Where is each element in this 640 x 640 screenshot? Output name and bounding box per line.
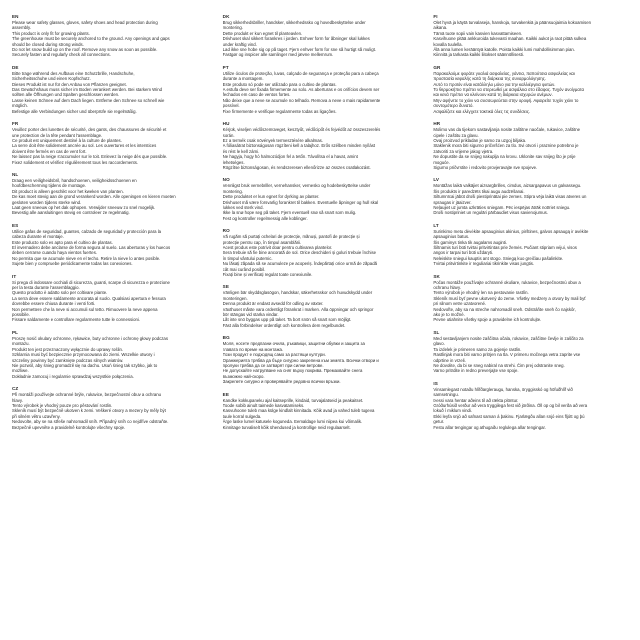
instruction-line: Þessi vara hentar aðeins til að rækta plöntur. xyxy=(433,397,519,403)
instruction-line: Bitte trage während des Aufbaus eine Schutzbrille, Handschuhe, xyxy=(12,70,135,76)
instruction-line: Ce produit est uniquement destiné à la culture de plantes. xyxy=(12,137,122,143)
instruction-line: La serra deve essere saldamente ancorata al suolo. Qualsiasi apertura e fessura xyxy=(12,295,166,301)
instruction-line: Fastgør og inspicer alle samlinger med jævne mellemrum. xyxy=(222,52,334,58)
instruction-line: getur. xyxy=(433,419,445,425)
instruction-line: A fóliasátrat biztonságosan rögzíteni kell a talajhoz. Erős szélben minden nyílást xyxy=(222,143,376,149)
instruction-line: möglich. xyxy=(12,103,29,109)
instruction-line: Παρακαλούμε φοράτε γυαλιά ασφαλείας, γάντια, παπούτσια ασφαλείας και xyxy=(433,70,575,76)
instruction-line: Fissare saldamente e controllare regolarmente tutte le connessioni. xyxy=(12,317,141,323)
instruction-line: Tento výrobok je vhodný len na pestovanie rastlín. xyxy=(433,290,529,296)
instruction-line: în timpul vântului puternic. xyxy=(222,255,273,261)
language-code: NO xyxy=(222,177,230,183)
instruction-line: This product is only fit for growing plants. xyxy=(12,30,90,36)
language-block xyxy=(12,65,211,114)
language-block xyxy=(223,335,422,384)
language-block xyxy=(12,121,211,165)
instruction-line: Ne hagyja, hogy hó halmozódjon fel a tetőn. Távolítsa el a havat, amint xyxy=(222,154,358,160)
instruction-line: Tento výrobek je vhodný pouze pro pěstování rostlin. xyxy=(12,402,113,408)
language-block xyxy=(433,330,632,374)
instruction-line: során. xyxy=(222,132,235,138)
instruction-line: Dit product is alleen geschikt voor het kweken van planten. xyxy=(12,188,124,194)
instruction-line: Staklenik mora biti sigurno pričvršćen za tlo. Svi otvori i praznine potrebno je xyxy=(433,143,579,149)
language-block xyxy=(12,330,211,379)
instruction-line: και κενά πρέπει να κλείνουν κατά τη διάρκεια ισχυρών ανέμων. xyxy=(433,92,553,98)
instruction-line: Не допускайте натрупване на сняг върху покрива. Премахвайте снега xyxy=(222,368,363,374)
instruction-line: Ne dovolite, da bi se sneg nabiral na strehi. Čim prej odstranite sneg. xyxy=(433,362,565,368)
instruction-line: bör stängas vid starka vindar. xyxy=(222,312,279,318)
instruction-line: El invernadero debe anclarse de forma segura al suelo. Las aberturas y los huecos xyxy=(12,245,171,250)
language-code: NL xyxy=(12,171,19,177)
column-right xyxy=(433,14,632,634)
language-code: SL xyxy=(433,329,440,335)
instruction-line: durante a montagem. xyxy=(222,76,264,82)
instruction-line: monteringen. xyxy=(222,295,248,301)
instruction-line: Nie pozwól, aby śnieg gromadził się na dachu. Usuń śnieg tak szybko, jak to xyxy=(12,362,158,368)
instruction-line: une protection de la tête pendant l'assemblage. xyxy=(12,132,103,138)
instruction-line: montażu. xyxy=(12,341,30,347)
instruction-line: Låt inte snö byggas upp på taket. Ta bort snön så snart som möjligt. xyxy=(222,317,352,323)
instruction-line: Vänligen bär skyddsglasögon, handskar, säkerhetsskor och huvudskydd under xyxy=(222,290,373,296)
instruction-line: προστασία κεφαλής κατά τη διάρκεια της συναρμολόγησης. xyxy=(433,76,547,82)
instruction-line: Älä anna lumen kerääntyä katolle. Poista kaikki lumi mahdollisimman pian. xyxy=(433,47,575,53)
instruction-line: Brug sikkerhedsbriller, handsker, sikkerhedssko og hovedbeskyttelse under xyxy=(222,20,366,25)
instruction-line: Non permettere che la neve si accumuli sul tetto. Rimuovere la neve appena xyxy=(12,306,158,312)
instruction-line: Sigurno pričvrstite i redovito provjeravajte sve spojeve. xyxy=(433,164,538,170)
instruction-line: cabeza durante el montaje. xyxy=(12,234,64,240)
instruction-line: Toode sobib ainult taimede kasvatamiseks. xyxy=(222,402,305,408)
language-code: LT xyxy=(433,222,439,228)
language-code: SK xyxy=(433,273,440,279)
language-block xyxy=(433,177,632,215)
instruction-line: Do not let snow build up on the roof. Remove any snow as soon as possible. xyxy=(12,47,158,53)
instruction-line: Gróðurhúsið verður að vera tryggilega fest við jörðina. Öll op og bil verða að vera xyxy=(433,402,588,408)
instruction-line: zatvoriti za vrijeme jakog vjetra. xyxy=(433,148,494,154)
language-block xyxy=(433,121,632,170)
language-block xyxy=(223,65,422,114)
instruction-line: lehetséges. xyxy=(222,159,245,165)
instruction-line: Ta izdelek je primeren samo za gojenje rastlin. xyxy=(433,346,522,352)
instruction-line: Varno pritrdite in redno preverjajte vse spoje. xyxy=(433,368,519,374)
instruction-line: Αυτό το προϊόν είναι κατάλληλο μόνο για την καλλιέργεια φυτών. xyxy=(433,81,556,87)
instruction-line: Закрепете сигурно и проверявайте редовно всички връзки. xyxy=(222,379,341,385)
instruction-line: Tämä tuote sopii vain kasvien kasvattamiseen. xyxy=(433,30,523,36)
instruction-line: Vinsamlegast notaðu hlífðargleraugu, hanska, öryggisskó og höfuðhlíf við xyxy=(433,386,573,392)
instruction-line: ako je to možné. xyxy=(433,312,465,318)
instruction-line: Το θερμοκήπιο πρέπει να στερεωθεί με ασφάλεια στο έδαφος. Τυχόν ανοίγματα xyxy=(433,87,584,93)
instruction-line: Skleník musí byť pevne ukotvený do zeme. Všetky medzery a otvory by mali byť xyxy=(433,295,586,301)
instruction-line: hoofdbescherming tijdens de montage. xyxy=(12,183,87,189)
language-code: GR xyxy=(433,64,441,70)
instruction-line: Fest og kontroller regelmessig alle koblinger. xyxy=(222,215,308,221)
instruction-line: Dokładnie zamocuj i regularnie sprawdzaj wszystkie połączenia. xyxy=(12,373,134,379)
instruction-line: tuule korral sulgeda. xyxy=(222,413,262,419)
instruction-line: Si prega di indossare occhiali di sicurezza, guanti, scarpe di sicurezza e protezione xyxy=(12,279,170,285)
instruction-line: gesloten worden tijdens sterke wind. xyxy=(12,199,82,205)
instruction-line: Denna produkt är endast avsedd för odling av växter. xyxy=(222,301,324,307)
instruction-line: assembly. xyxy=(12,25,32,31)
instruction-line: Neleiskite sniegui kauptis ant stogo. Sniegą kuo greičiau pašalinkite. xyxy=(433,255,564,261)
instruction-line: The greenhouse must be securely anchored to the ground. Any openings and gaps xyxy=(12,36,170,42)
instruction-line: moguće. xyxy=(433,159,450,165)
instruction-line: Fäst alla förbindelser ordentligt och kontrollera dem regelbundet. xyxy=(222,322,346,328)
language-block xyxy=(223,14,422,58)
instruction-line: Drivhuset må være forsvarlig forankret til bakken. Eventuelle åpninger og hull skal xyxy=(222,199,379,205)
instruction-line: Tvirtai pritvirtinkite ir reguliariai tikrinkite visas jungtis. xyxy=(433,261,535,267)
instruction-line: Rögzítse biztonságosan, és rendszeresen ellenőrizze az összes csatlakozást. xyxy=(222,164,371,170)
instruction-line: ochranu hlavy. xyxy=(433,285,461,291)
safety-instructions-page xyxy=(12,14,632,634)
instruction-line: Lasse keinen Schnee auf dem Dach liegen. Entferne den Schnee so schnell wie xyxy=(12,97,165,103)
instruction-line: Ne dopustite da se snijeg nakuplja na krovu. Uklonite sav snijeg što je prije xyxy=(433,154,576,160)
instruction-line: Nedovolte, aby se na střeše nahromadil sníh. Případný sníh co nejdříve odstraňte. xyxy=(12,419,169,425)
language-block xyxy=(223,177,422,221)
instruction-line: Kasvihuone pitää ankkuroida tukevasti maahan. Kaikki aukot ja raot pitää sulkea xyxy=(433,36,587,42)
instruction-line: No permita que se acumule nieve en el techo. Retire la nieve lo antes posible. xyxy=(12,255,161,261)
instruction-line: possibile. xyxy=(12,312,30,318)
instruction-line: Não deixe que a neve se acumule no telhado. Remova a neve o mais rapidamente xyxy=(222,97,381,103)
instruction-line: Molimo vas da tijekom sastavljanja nosite zaštitne naočale, rukavice, zaštitne xyxy=(433,127,580,133)
instruction-line: odprtine in vrzeli. xyxy=(433,357,466,363)
instruction-line: Kinnitage turvaliselt kõik ühendused ja kontrollige neid regulaarselt. xyxy=(222,424,351,430)
instruction-line: Моля, носете предпазни очила, ръкавици, защитни обувки и защита за xyxy=(222,341,365,347)
instruction-line: Laat geen sneeuw op het dak ophopen. Verwijder sneeuw zo snel mogelijk. xyxy=(12,204,156,210)
instruction-line: should be closed during strong winds. xyxy=(12,41,84,47)
language-block xyxy=(223,284,422,328)
language-block xyxy=(433,223,632,267)
instruction-line: Kiinnitä ja tarkasta kaikki liitokset säännöllisesti. xyxy=(433,52,525,58)
language-code: IS xyxy=(433,380,438,386)
language-code: PT xyxy=(222,64,229,70)
column-left xyxy=(12,14,211,634)
instruction-line: Nu lăsați zăpada să se acumuleze pe acoperiș. Îndepărtați orice urmă de zăpadă xyxy=(222,261,377,267)
language-code: EE xyxy=(222,391,229,397)
instruction-line: Ärge laske lumel katusele koguneda. Eemaldage lumi niipea kui võimalik. xyxy=(222,419,363,425)
instruction-line: Lad ikke sne hobe sig op på taget. Fjern enhver form for sne så hurtigt så muligt. xyxy=(222,47,377,53)
instruction-line: apsauginius batus. xyxy=(433,234,470,240)
instruction-line: dovrebbe essere chiusa durante i venti forti. xyxy=(12,301,96,307)
language-code: HU xyxy=(222,121,230,127)
instruction-line: fechados em caso de ventos fortes. xyxy=(222,92,291,98)
language-code: HR xyxy=(433,121,441,127)
language-code: CZ xyxy=(12,386,19,392)
language-code: ES xyxy=(12,222,19,228)
instruction-line: Този продукт е подходящ само за растящи култури. xyxy=(222,352,326,358)
instruction-line: Při montáži používejte ochranné brýle, rukavice, bezpečnostní obuv a ochranu xyxy=(12,392,162,398)
language-block xyxy=(12,223,211,267)
instruction-line: cipele i zaštitu za glavu. xyxy=(433,132,479,138)
instruction-line: under kraftig vind. xyxy=(222,41,257,47)
instruction-line: Rastlinjak mora biti varno pritrjen na tla. V primeru močnega vetra zaprite vse xyxy=(433,352,581,358)
language-block xyxy=(12,14,211,58)
instruction-line: Das Gewächshaus muss sicher im Boden verankert werden. Bei starkem Wind xyxy=(12,87,162,93)
instruction-line: Kasvuhoone tuleb maa külge kindlalt kinnitada. Kõik avad ja vahed tuleb tugeva xyxy=(222,408,375,414)
instruction-line: Ez a termék csak növények termesztésére alkalmas. xyxy=(222,137,323,143)
language-block xyxy=(223,121,422,170)
instruction-line: sollten alle Öffnungen und Spalten geschlossen werden. xyxy=(12,92,120,98)
instruction-line: Szklarnia musi być bezpiecznie przymocowana do ziemi. Wszelkie otwory i xyxy=(12,352,155,358)
instruction-line: Sujete bien y compruebe periódicamente todas las conexiones. xyxy=(12,261,133,267)
instruction-line: Festu allar tengingar og athugaðu reglulega allar tengingar. xyxy=(433,424,546,430)
language-code: PL xyxy=(12,329,19,335)
instruction-line: Proszę nosić okulary ochronne, rękawice, buty ochronne i ochronę głowy podczas xyxy=(12,335,168,341)
instruction-line: doivent être fermés en cas de vent fort. xyxy=(12,148,87,154)
language-code: EN xyxy=(12,14,19,19)
language-code: SE xyxy=(222,284,229,290)
language-code: FI xyxy=(433,14,438,19)
instruction-line: montering. xyxy=(222,25,243,31)
instruction-line: spraugas ir jāaizver. xyxy=(433,199,472,205)
instruction-line: montering. xyxy=(222,188,243,194)
instruction-line: lokuð í miklum vindi. xyxy=(433,408,473,414)
instruction-line: Draag een veiligheidsbril, handschoenen, veiligheidsschoenen en xyxy=(12,177,137,183)
instruction-line: Dieses Produkt ist nur für den Anbau von Pflanzen geeignet. xyxy=(12,81,127,87)
instruction-line: Bevestig alle aansluitingen stevig en controleer ze regelmatig. xyxy=(12,210,130,216)
language-block xyxy=(12,274,211,323)
language-block xyxy=(433,274,632,323)
instruction-line: Μην αφήνετε το χιόνι να συσσωρεύεται στην οροφή. Αφαιρείτε τυχόν χιόνι το xyxy=(433,97,579,103)
instruction-line: per la testa durante l'assemblaggio. xyxy=(12,285,80,291)
language-block xyxy=(12,386,211,430)
instruction-line: Acest produs este potrivit doar pentru cultivarea plantelor. xyxy=(222,245,333,250)
instruction-line: Ovaj proizvod prikladan je samo za uzgoj biljaka. xyxy=(433,137,527,143)
instruction-line: Fixați bine și verificați regulat toate conexiunile. xyxy=(222,272,313,278)
instruction-line: Kandke kokkupaneku ajal kaitseprille, kindaid, turvajalatseid ja peakaitset. xyxy=(222,397,364,403)
instruction-line: Šis produkts ir paredzēts tikai augu audzēšanai. xyxy=(433,188,525,194)
instruction-line: hlavy. xyxy=(12,397,23,403)
instruction-line: Produkt ten jest przeznaczony wyłącznie do uprawy roślin. xyxy=(12,346,124,352)
instruction-line: Nedovoľte, aby sa na streche nahromadil sneh. Odstráňte sneh čo najskôr, xyxy=(433,306,576,312)
language-block xyxy=(433,14,632,58)
language-block xyxy=(223,392,422,430)
instruction-line: Drivhuset skal sikkert forankres i jorden. Enhver form for åbninger skal lukkes xyxy=(222,36,370,42)
instruction-line: szczeliny powinny być zamknięte podczas silnych wiatrów. xyxy=(12,357,124,363)
instruction-line: Please wear safety glasses, gloves, safety shoes and head protection during xyxy=(12,20,158,25)
instruction-line: Оранжерията трябва да бъде сигурно закрепена към земята. Всички отвори и xyxy=(222,357,379,363)
instruction-line: glavo. xyxy=(433,341,445,347)
instruction-line: Utilize óculos de proteção, luvas, calçado de segurança e proteção para a cabeça xyxy=(222,70,379,76)
instruction-line: możliwe. xyxy=(12,368,29,374)
instruction-line: Kérjük, viseljen védőszemüveget, kesztyűt, védőcipőt és fejvédőt az összeszerelés xyxy=(222,127,381,133)
language-code: LV xyxy=(433,177,440,183)
instruction-line: главата по време на монтажа. xyxy=(222,346,284,352)
instruction-line: protecție pentru cap, în timpul asamblării. xyxy=(222,239,302,245)
instruction-line: angos ir tarpai turi būti uždaryti. xyxy=(433,250,494,256)
instruction-line: aikana. xyxy=(433,25,448,31)
language-code: FR xyxy=(12,121,19,127)
language-code: RO xyxy=(222,228,230,234)
language-code: DE xyxy=(12,64,19,70)
instruction-line: Pevne utiahnite všetky spoje a pravidelne ich kontrolujte. xyxy=(433,317,542,323)
instruction-line: Olet hyvä ja käytä turvalaseja, hanskoja, turvakenkiä ja päänsuojaimia kokoamisen xyxy=(433,20,591,25)
instruction-line: Växthuset måste vara ordentligt förankrat i marken. Alla öppningar och springor xyxy=(222,306,374,312)
instruction-line: Ikke la snø hope seg på taket. Fjern eventuell snø så snart som mulig. xyxy=(222,210,357,216)
language-code: DK xyxy=(222,14,230,19)
instruction-line: Veuillez porter des lunettes de sécurité, des gants, des chaussures de sécurité et xyxy=(12,127,167,133)
instruction-line: De kas moet stevig aan de grond verankerd worden. Alle openingen en kieren moeten xyxy=(12,194,176,200)
instruction-line: lukkes ved sterk vind. xyxy=(222,204,264,210)
instruction-line: pri silnom vetre uzatvorené. xyxy=(433,301,487,307)
instruction-line: Utilice gafas de seguridad, guantes, calzado de seguridad y protección para la xyxy=(12,228,162,234)
instruction-line: Montāžas laikā valkājiet aizsargbrilles, cimdus, aizsargapavus un galvassegu. xyxy=(433,183,582,189)
instruction-line: La serre doit être solidement ancrée au sol. Les ouvertures et les interstices xyxy=(12,143,157,149)
language-block xyxy=(433,381,632,430)
language-block xyxy=(223,228,422,277)
instruction-line: Počas montáže používajte ochranné okuliare, rukavice, bezpečnostnú obuv a xyxy=(433,279,581,285)
instruction-line: Fixe firmemente e verifique regularmente todas as ligações. xyxy=(222,108,337,114)
instruction-line: Questo prodotto è adatto solo per coltivare piante. xyxy=(12,290,108,296)
instruction-line: és rést le kell zárni. xyxy=(222,148,260,154)
instruction-line: Šis gaminys tinka tik augalams auginti. xyxy=(433,239,508,245)
instruction-line: A estufa deve ser fixada firmemente ao solo. As aberturas e os orifícios devem ser xyxy=(222,87,380,93)
instruction-line: Este produto só pode ser utilizado para o cultivo de plantas. xyxy=(222,81,337,87)
instruction-line: пролуки трябва да се затварят при силни ветрове. xyxy=(222,362,324,368)
instruction-line: Skleník musí být bezpečně ukotven k zemi. Veškeré otvory a mezery by měly být xyxy=(12,408,166,414)
instruction-line: Ne laissez pas la neige s'accumuler sur le toit. Enlevez la neige dès que possible. xyxy=(12,154,168,160)
instruction-line: Surinkimo metu dėvėkite apsauginius akinius, pirštines, galvos apsaugą ir avėkite xyxy=(433,228,589,234)
instruction-line: възможно най-скоро. xyxy=(222,373,265,379)
language-block xyxy=(433,65,632,114)
instruction-line: Ασφαλίζετε και ελέγχετε τακτικά όλες τις συνδέσεις. xyxy=(433,108,531,114)
instruction-line: deben cerrarse cuando haya vientos fuertes. xyxy=(12,250,98,256)
instruction-line: Droši nostipriniet un regulāri pārbaudiet visus savienojumus. xyxy=(433,210,548,216)
language-block xyxy=(12,172,211,216)
instruction-line: Ekki leyfa snjó að safnast saman á þakinu. Fjarlægðu allan snjó eins fljótt og þú xyxy=(433,413,585,419)
instruction-line: samsetningu. xyxy=(433,392,459,398)
instruction-line: Vă rugăm să purtați ochelari de protecție, mănuși, pantofi de protecție și xyxy=(222,234,360,240)
instruction-line: Sicherheitsschuhe und einen Kopfschutz. xyxy=(12,76,91,82)
instruction-line: Med sestavljanjem nosite zaščitna očala, rokavice, zaščitne čevlje in zaščito za xyxy=(433,335,584,341)
column-middle xyxy=(223,14,422,634)
instruction-line: συντομότερο δυνατό. xyxy=(433,103,474,109)
instruction-line: Fixez solidement et vérifiez régulièrement tous les raccordements. xyxy=(12,159,139,165)
instruction-line: Siltumnīcai jābūt droši piestiprinātai pie zemes. Stipra vēja laikā visas atveres un xyxy=(433,194,587,200)
instruction-line: Neļaujiet uz jumta uzkrāties sniegam. Pēc iespējas ātrāk notīriet sniegu. xyxy=(433,204,571,210)
instruction-line: Šiltnamis turi būti tvirtai pritvirtintas prie žemės. Pučiant stipriam vėjui, visos xyxy=(433,245,577,250)
instruction-line: Securely fasten and regularly check all connections. xyxy=(12,52,111,58)
instruction-line: kovalla tuulella. xyxy=(433,41,463,47)
instruction-line: Vennligst bruk vernebriller, vernehansker, vernesko og hodebeskyttelse under xyxy=(222,183,371,189)
language-code: BG xyxy=(222,335,230,341)
instruction-line: Dette produkt er kun egnet til planteavlen. xyxy=(222,30,303,36)
instruction-line: Sera trebuie să fie bine ancorată de sol. Orice deschideri și goluri trebuie închise xyxy=(222,250,377,256)
instruction-line: cât mai curând posibil. xyxy=(222,266,266,272)
instruction-line: Dette produktet er kun egnet for dyrking av planter. xyxy=(222,194,320,200)
instruction-line: Befestige alle Verbindungen sicher und überprüfe sie regelmäßig. xyxy=(12,108,137,114)
language-code: IT xyxy=(12,273,17,279)
instruction-line: Este producto solo es apto para el cultivo de plantas. xyxy=(12,239,113,245)
instruction-line: při silném větru uzavřeny. xyxy=(12,413,61,419)
instruction-line: Bezpečně upevněte a pravidelně kontrolujte všechny spoje. xyxy=(12,424,126,430)
instruction-line: possível. xyxy=(222,103,240,109)
